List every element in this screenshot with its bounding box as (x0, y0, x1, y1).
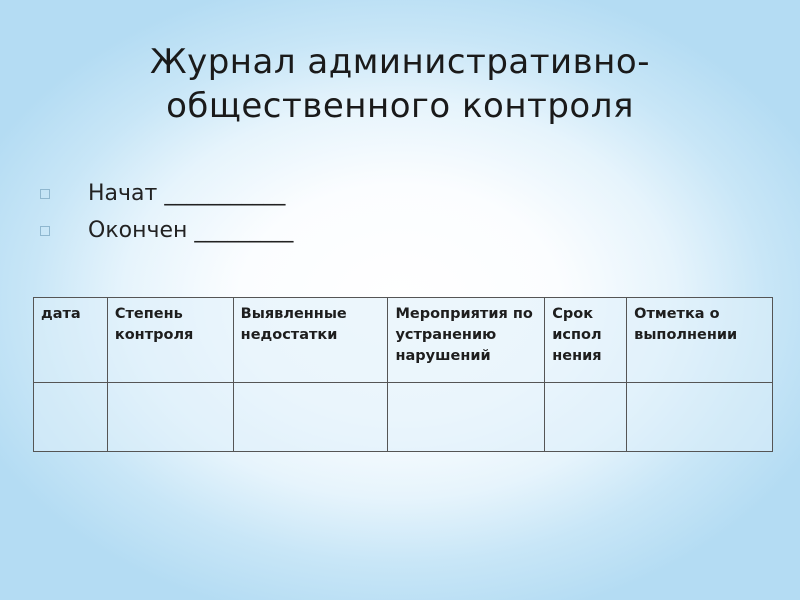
header-control-level: Степень контроля (107, 298, 233, 383)
header-date: дата (34, 298, 108, 383)
table-header-row (34, 298, 773, 383)
bullet-text-finished: Окончен _________ (88, 218, 294, 243)
square-bullet-icon (40, 226, 50, 236)
bullet-item-finished (40, 212, 293, 249)
header-deadline: Срок испол нения (545, 298, 627, 383)
table-cell (627, 383, 773, 452)
table-cell (233, 383, 388, 452)
bullet-list (40, 175, 293, 249)
title-line-1: Журнал административно- (149, 42, 650, 82)
header-completion-mark: Отметка о выполнении (627, 298, 773, 383)
header-measures: Мероприятия по устранению нарушений (388, 298, 545, 383)
bullet-item-started (40, 175, 293, 212)
square-bullet-icon (40, 189, 50, 199)
header-defects: Выявленные недостатки (233, 298, 388, 383)
slide-title (0, 40, 800, 128)
bullet-text-started: Начат ___________ (88, 181, 286, 206)
table-row (34, 383, 773, 452)
table-cell (388, 383, 545, 452)
table-cell (107, 383, 233, 452)
title-line-2: общественного контроля (166, 86, 634, 126)
journal-table (33, 297, 773, 452)
table-cell (545, 383, 627, 452)
table-cell (34, 383, 108, 452)
